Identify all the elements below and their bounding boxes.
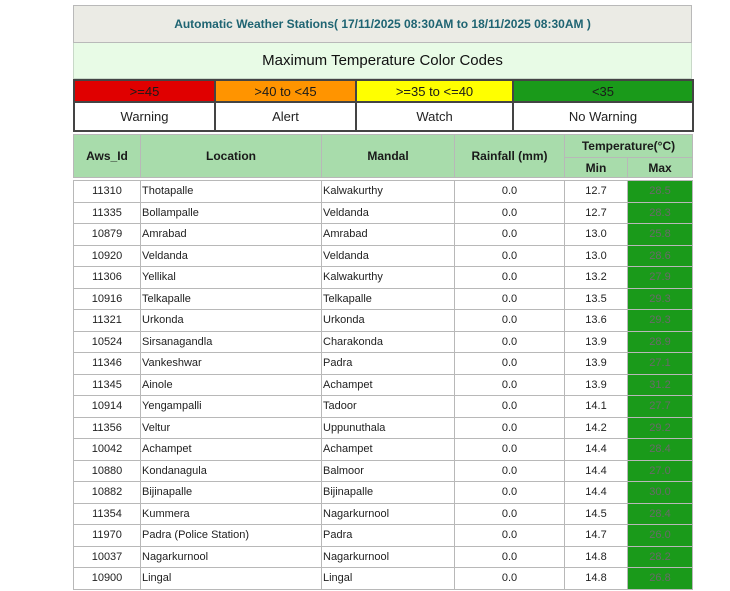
table-row bbox=[74, 460, 693, 482]
color-codes-title: Maximum Temperature Color Codes bbox=[73, 43, 692, 79]
cell-min-temp: 13.9 bbox=[565, 353, 628, 375]
cell-max-temp: 27.0 bbox=[628, 460, 693, 482]
cell-rainfall: 0.0 bbox=[455, 353, 565, 375]
cell-mandal: Padra bbox=[322, 525, 455, 547]
cell-mandal: Veldanda bbox=[322, 202, 455, 224]
cell-aws-id: 10037 bbox=[74, 546, 141, 568]
cell-rainfall: 0.0 bbox=[455, 460, 565, 482]
cell-mandal: Kalwakurthy bbox=[322, 267, 455, 289]
cell-max-temp: 29.2 bbox=[628, 417, 693, 439]
table-row bbox=[74, 503, 693, 525]
cell-min-temp: 14.8 bbox=[565, 568, 628, 590]
cell-rainfall: 0.0 bbox=[455, 267, 565, 289]
cell-min-temp: 14.1 bbox=[565, 396, 628, 418]
legend-alert-label: Alert bbox=[215, 102, 356, 131]
table-row bbox=[74, 374, 693, 396]
cell-aws-id: 11306 bbox=[74, 267, 141, 289]
col-header-temperature: Temperature(°C) bbox=[565, 135, 693, 158]
page-container bbox=[73, 0, 692, 590]
cell-rainfall: 0.0 bbox=[455, 482, 565, 504]
cell-max-temp: 28.4 bbox=[628, 439, 693, 461]
cell-max-temp: 30.0 bbox=[628, 482, 693, 504]
cell-mandal: Balmoor bbox=[322, 460, 455, 482]
cell-min-temp: 12.7 bbox=[565, 202, 628, 224]
cell-rainfall: 0.0 bbox=[455, 310, 565, 332]
legend-watch-range: >=35 to <=40 bbox=[356, 80, 513, 102]
cell-min-temp: 14.4 bbox=[565, 482, 628, 504]
legend-no-warning-label: No Warning bbox=[513, 102, 693, 131]
cell-mandal: Achampet bbox=[322, 439, 455, 461]
cell-rainfall: 0.0 bbox=[455, 417, 565, 439]
cell-min-temp: 13.5 bbox=[565, 288, 628, 310]
cell-rainfall: 0.0 bbox=[455, 546, 565, 568]
legend-warning-label: Warning bbox=[74, 102, 215, 131]
table-row bbox=[74, 396, 693, 418]
cell-rainfall: 0.0 bbox=[455, 503, 565, 525]
cell-max-temp: 25.8 bbox=[628, 224, 693, 246]
cell-location: Veldanda bbox=[141, 245, 322, 267]
table-row bbox=[74, 482, 693, 504]
cell-location: Amrabad bbox=[141, 224, 322, 246]
cell-location: Thotapalle bbox=[141, 181, 322, 203]
cell-rainfall: 0.0 bbox=[455, 245, 565, 267]
cell-rainfall: 0.0 bbox=[455, 202, 565, 224]
col-header-max: Max bbox=[628, 158, 693, 178]
cell-max-temp: 28.2 bbox=[628, 546, 693, 568]
cell-rainfall: 0.0 bbox=[455, 396, 565, 418]
table-row bbox=[74, 288, 693, 310]
cell-rainfall: 0.0 bbox=[455, 288, 565, 310]
cell-aws-id: 11356 bbox=[74, 417, 141, 439]
cell-mandal: Lingal bbox=[322, 568, 455, 590]
cell-mandal: Bijinapalle bbox=[322, 482, 455, 504]
cell-rainfall: 0.0 bbox=[455, 374, 565, 396]
table-row bbox=[74, 267, 693, 289]
table-row bbox=[74, 546, 693, 568]
cell-max-temp: 31.2 bbox=[628, 374, 693, 396]
cell-location: Kondanagula bbox=[141, 460, 322, 482]
cell-max-temp: 28.9 bbox=[628, 331, 693, 353]
cell-mandal: Veldanda bbox=[322, 245, 455, 267]
cell-min-temp: 13.0 bbox=[565, 224, 628, 246]
cell-aws-id: 10916 bbox=[74, 288, 141, 310]
cell-mandal: Uppunuthala bbox=[322, 417, 455, 439]
cell-min-temp: 14.7 bbox=[565, 525, 628, 547]
cell-min-temp: 14.5 bbox=[565, 503, 628, 525]
cell-max-temp: 27.9 bbox=[628, 267, 693, 289]
cell-min-temp: 13.2 bbox=[565, 267, 628, 289]
cell-aws-id: 11346 bbox=[74, 353, 141, 375]
cell-rainfall: 0.0 bbox=[455, 525, 565, 547]
col-header-location: Location bbox=[141, 135, 322, 178]
cell-rainfall: 0.0 bbox=[455, 224, 565, 246]
table-row bbox=[74, 224, 693, 246]
cell-location: Veltur bbox=[141, 417, 322, 439]
cell-aws-id: 11335 bbox=[74, 202, 141, 224]
cell-mandal: Charakonda bbox=[322, 331, 455, 353]
table-row bbox=[74, 417, 693, 439]
col-header-mandal: Mandal bbox=[322, 135, 455, 178]
cell-aws-id: 10920 bbox=[74, 245, 141, 267]
table-row bbox=[74, 245, 693, 267]
cell-max-temp: 28.4 bbox=[628, 503, 693, 525]
cell-aws-id: 10042 bbox=[74, 439, 141, 461]
cell-min-temp: 14.2 bbox=[565, 417, 628, 439]
cell-mandal: Nagarkurnool bbox=[322, 503, 455, 525]
table-row bbox=[74, 202, 693, 224]
table-row bbox=[74, 568, 693, 590]
cell-mandal: Amrabad bbox=[322, 224, 455, 246]
cell-aws-id: 10914 bbox=[74, 396, 141, 418]
cell-max-temp: 27.7 bbox=[628, 396, 693, 418]
table-row bbox=[74, 439, 693, 461]
cell-location: Kummera bbox=[141, 503, 322, 525]
cell-max-temp: 27.1 bbox=[628, 353, 693, 375]
cell-mandal: Achampet bbox=[322, 374, 455, 396]
cell-min-temp: 14.4 bbox=[565, 439, 628, 461]
cell-location: Nagarkurnool bbox=[141, 546, 322, 568]
cell-mandal: Tadoor bbox=[322, 396, 455, 418]
cell-max-temp: 28.6 bbox=[628, 245, 693, 267]
cell-max-temp: 29.3 bbox=[628, 310, 693, 332]
cell-aws-id: 10524 bbox=[74, 331, 141, 353]
cell-mandal: Nagarkurnool bbox=[322, 546, 455, 568]
cell-location: Yellikal bbox=[141, 267, 322, 289]
cell-aws-id: 10900 bbox=[74, 568, 141, 590]
table-row bbox=[74, 331, 693, 353]
col-header-min: Min bbox=[565, 158, 628, 178]
cell-aws-id: 11310 bbox=[74, 181, 141, 203]
cell-rainfall: 0.0 bbox=[455, 331, 565, 353]
cell-aws-id: 11970 bbox=[74, 525, 141, 547]
cell-max-temp: 26.0 bbox=[628, 525, 693, 547]
table-row bbox=[74, 181, 693, 203]
cell-max-temp: 26.8 bbox=[628, 568, 693, 590]
cell-aws-id: 11321 bbox=[74, 310, 141, 332]
cell-max-temp: 28.3 bbox=[628, 202, 693, 224]
cell-location: Ainole bbox=[141, 374, 322, 396]
cell-location: Yengampalli bbox=[141, 396, 322, 418]
color-legend bbox=[73, 79, 694, 132]
cell-min-temp: 14.8 bbox=[565, 546, 628, 568]
legend-warning-range: >=45 bbox=[74, 80, 215, 102]
cell-location: Urkonda bbox=[141, 310, 322, 332]
cell-mandal: Urkonda bbox=[322, 310, 455, 332]
cell-aws-id: 10880 bbox=[74, 460, 141, 482]
cell-min-temp: 13.0 bbox=[565, 245, 628, 267]
cell-aws-id: 11354 bbox=[74, 503, 141, 525]
cell-rainfall: 0.0 bbox=[455, 439, 565, 461]
cell-location: Bollampalle bbox=[141, 202, 322, 224]
legend-no-warning-range: <35 bbox=[513, 80, 693, 102]
col-header-rainfall: Rainfall (mm) bbox=[455, 135, 565, 178]
page-title: Automatic Weather Stations( 17/11/2025 08:30AM to 18/11/2025 08:30AM ) bbox=[73, 5, 692, 43]
cell-location: Vankeshwar bbox=[141, 353, 322, 375]
cell-max-temp: 28.5 bbox=[628, 181, 693, 203]
table-row bbox=[74, 525, 693, 547]
cell-rainfall: 0.0 bbox=[455, 181, 565, 203]
cell-min-temp: 13.9 bbox=[565, 374, 628, 396]
cell-mandal: Telkapalle bbox=[322, 288, 455, 310]
cell-min-temp: 13.9 bbox=[565, 331, 628, 353]
table-row bbox=[74, 310, 693, 332]
cell-location: Telkapalle bbox=[141, 288, 322, 310]
legend-alert-range: >40 to <45 bbox=[215, 80, 356, 102]
cell-aws-id: 11345 bbox=[74, 374, 141, 396]
cell-min-temp: 12.7 bbox=[565, 181, 628, 203]
cell-min-temp: 14.4 bbox=[565, 460, 628, 482]
table-body bbox=[74, 181, 693, 590]
cell-location: Sirsanagandla bbox=[141, 331, 322, 353]
cell-mandal: Kalwakurthy bbox=[322, 181, 455, 203]
table-row bbox=[74, 353, 693, 375]
cell-location: Padra (Police Station) bbox=[141, 525, 322, 547]
cell-location: Achampet bbox=[141, 439, 322, 461]
legend-watch-label: Watch bbox=[356, 102, 513, 131]
cell-rainfall: 0.0 bbox=[455, 568, 565, 590]
weather-table bbox=[73, 132, 693, 590]
cell-max-temp: 29.3 bbox=[628, 288, 693, 310]
cell-aws-id: 10879 bbox=[74, 224, 141, 246]
cell-mandal: Padra bbox=[322, 353, 455, 375]
col-header-aws-id: Aws_Id bbox=[74, 135, 141, 178]
cell-location: Lingal bbox=[141, 568, 322, 590]
cell-aws-id: 10882 bbox=[74, 482, 141, 504]
cell-min-temp: 13.6 bbox=[565, 310, 628, 332]
cell-location: Bijinapalle bbox=[141, 482, 322, 504]
